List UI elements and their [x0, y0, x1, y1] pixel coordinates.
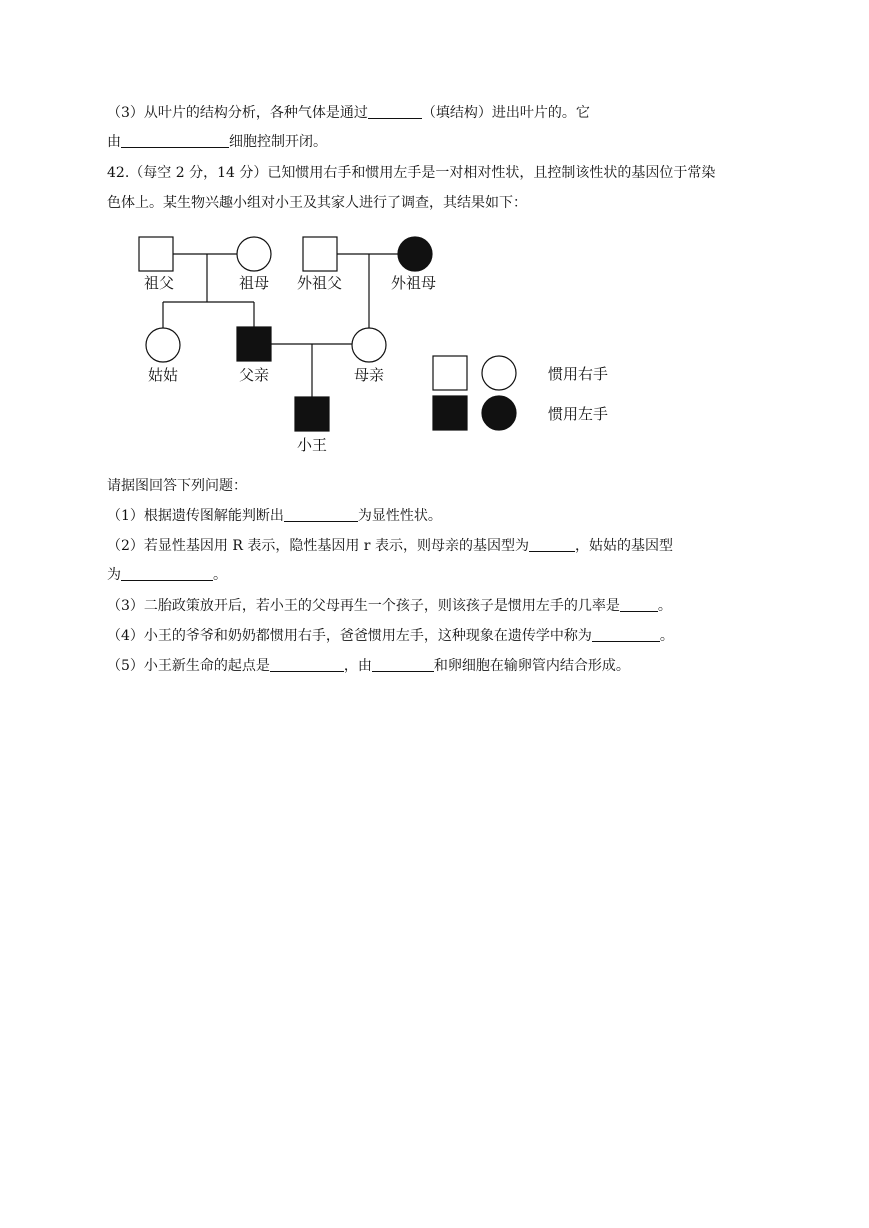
- q42-part4-text-a: （4）小王的爷爷和奶奶都惯用右手，爸爸惯用左手，这种现象在遗传学中称为: [107, 628, 592, 644]
- q42-part1-text-b: 为显性性状。: [357, 508, 442, 524]
- mother-circle: [352, 328, 386, 362]
- answer-blank-dominant-trait[interactable]: [284, 507, 358, 522]
- legend-male-right-square: [433, 356, 467, 390]
- xiaowang-square: [295, 397, 329, 431]
- answer-blank-sperm[interactable]: [372, 657, 434, 672]
- q41-part3-line2: [107, 133, 327, 151]
- label-aunt: 姑姑: [148, 366, 179, 384]
- q41-part3-text-d: 细胞控制开闭。: [229, 134, 327, 150]
- q42-part2-text-d: 。: [213, 567, 227, 583]
- legend-female-left-circle: [482, 396, 516, 430]
- q42-part5-text-a: （5）小王新生命的起点是: [107, 658, 270, 674]
- label-maternal-grandfather: 外祖父: [297, 274, 343, 292]
- q41-part3-line1: [107, 104, 590, 122]
- q42-part5-text-c: 和卵细胞在输卵管内结合形成。: [433, 658, 630, 674]
- label-grandmother: 祖母: [239, 274, 270, 292]
- q42-part5: [107, 657, 630, 675]
- q42-part3-text-a: （3）二胎政策放开后，若小王的父母再生一个孩子，则该孩子是惯用左手的几率是: [107, 598, 620, 614]
- grandfather-square: [139, 237, 173, 271]
- father-square: [237, 327, 271, 361]
- q42-part2-text-c: 为: [107, 567, 121, 583]
- legend-label-right-handed: 惯用右手: [548, 365, 609, 383]
- q41-part3-text-a: （3）从叶片的结构分析，各种气体是通过: [107, 105, 368, 121]
- q42-header-line2: 色体上。某生物兴趣小组对小王及其家人进行了调查，其结果如下：: [107, 195, 527, 211]
- answer-blank-aunt-genotype[interactable]: [121, 566, 213, 581]
- q42-prompt: 请据图回答下列问题：: [107, 478, 247, 494]
- q42-part1: [107, 507, 442, 525]
- q42-part4: [107, 627, 674, 645]
- answer-blank-variation[interactable]: [592, 627, 660, 642]
- aunt-circle: [146, 328, 180, 362]
- answer-blank-zygote[interactable]: [270, 657, 344, 672]
- label-xiaowang: 小王: [297, 436, 328, 454]
- q41-part3-text-c: 由: [107, 134, 121, 150]
- answer-blank-guard-cell[interactable]: [121, 133, 229, 148]
- answer-blank-stomata[interactable]: [368, 104, 422, 119]
- q42-part2-text-a: （2）若显性基因用 R 表示，隐性基因用 r 表示，则母亲的基因型为: [107, 538, 529, 554]
- q42-part2-line1: [107, 537, 673, 555]
- label-maternal-grandmother: 外祖母: [391, 274, 437, 292]
- q42-part2-text-b: ，姑姑的基因型: [574, 538, 673, 554]
- label-mother: 母亲: [354, 366, 385, 384]
- q42-part1-text-a: （1）根据遗传图解能判断出: [107, 508, 284, 524]
- label-father: 父亲: [239, 366, 270, 384]
- maternal-grandfather-square: [303, 237, 337, 271]
- answer-blank-mother-genotype[interactable]: [529, 537, 575, 552]
- q41-part3-text-b: （填结构）进出叶片的。它: [421, 105, 590, 121]
- legend-female-right-circle: [482, 356, 516, 390]
- grandmother-circle: [237, 237, 271, 271]
- q42-part5-text-b: ，由: [343, 658, 372, 674]
- legend-male-left-square: [433, 396, 467, 430]
- q42-part4-text-b: 。: [659, 628, 674, 644]
- legend-label-left-handed: 惯用左手: [548, 405, 609, 423]
- label-grandfather: 祖父: [144, 274, 175, 292]
- pedigree-diagram: [0, 220, 869, 460]
- q42-part3: [107, 597, 672, 615]
- q42-part2-line2: [107, 566, 227, 584]
- q42-part3-text-b: 。: [657, 598, 672, 614]
- q42-header-line1: 42.（每空 2 分，14 分）已知惯用右手和惯用左手是一对相对性状，且控制该性状的基因位于常染: [107, 165, 716, 181]
- answer-blank-probability[interactable]: [620, 597, 658, 612]
- maternal-grandmother-circle: [398, 237, 432, 271]
